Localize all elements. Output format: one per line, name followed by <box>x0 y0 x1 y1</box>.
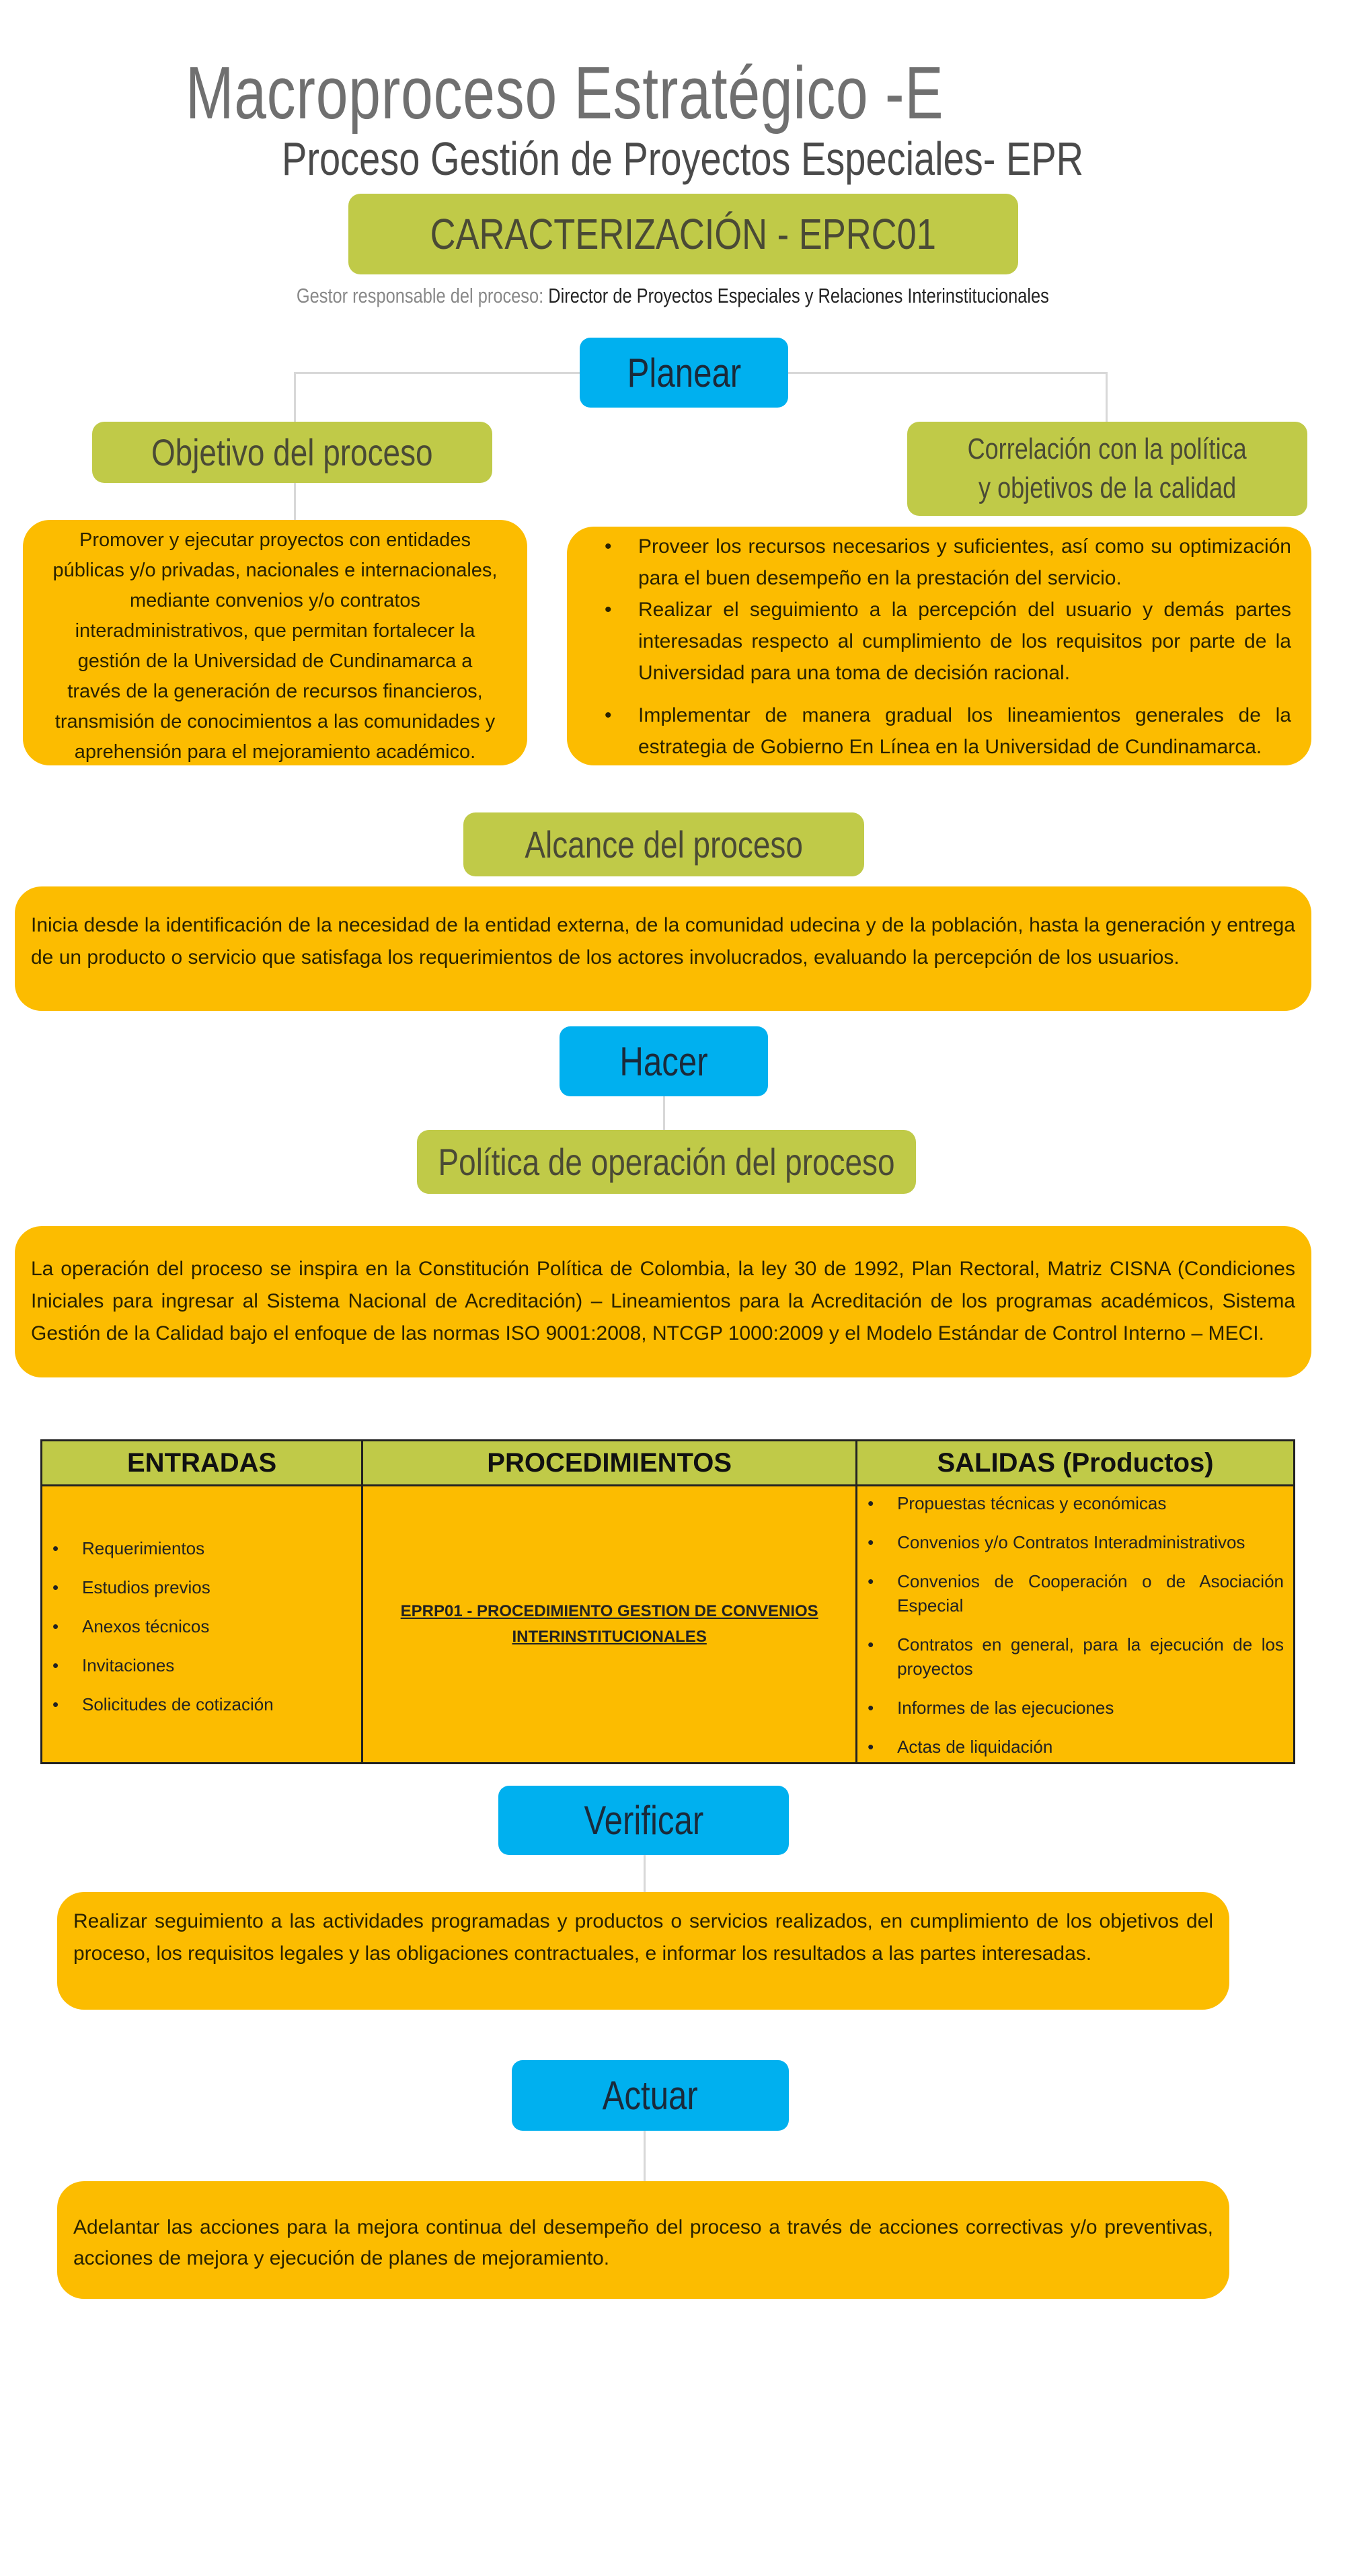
caracterizacion-banner: CARACTERIZACIÓN - EPRC01 <box>348 194 1018 274</box>
gestor-value: Director de Proyectos Especiales y Relaciones Interinstitucionales <box>547 284 1049 307</box>
connector-line <box>294 372 296 426</box>
objetivo-title: Objetivo del proceso <box>92 422 492 483</box>
list-item: • Proveer los recursos necesarios y suficientes, así como su optimización para el buen desempeño en la prestación del servicio. <box>587 531 1291 594</box>
correlacion-list <box>587 531 1291 763</box>
gestor-line <box>0 284 1345 308</box>
connector-line <box>1106 372 1108 426</box>
list-item: • Contratos en general, para la ejecución de los proyectos <box>858 1632 1284 1681</box>
connector-line <box>788 372 1106 374</box>
connector-line <box>644 1855 646 1892</box>
gestor-label: Gestor responsable del proceso: <box>296 284 548 307</box>
connector-line <box>294 372 580 374</box>
list-item: • Requerimientos <box>43 1536 360 1560</box>
correlacion-title: Correlación con la política y objetivos de la calidad <box>907 422 1307 516</box>
list-item: • Anexos técnicos <box>43 1614 360 1638</box>
list-item: • Estudios previos <box>43 1575 360 1599</box>
list-item: • Informes de las ejecuciones <box>858 1696 1284 1720</box>
table-header-entradas: ENTRADAS <box>42 1441 362 1486</box>
list-item: • Convenios y/o Contratos Interadministrativos <box>858 1530 1284 1554</box>
actuar-text: Adelantar las acciones para la mejora continua del desempeño del proceso a través de acciones correctivas y/o preventivas, acciones de mejora y ejecución de planes de mejoramiento. <box>73 2216 1213 2269</box>
verificar-phase: Verificar <box>498 1786 789 1855</box>
list-item: • Invitaciones <box>43 1653 360 1677</box>
list-item: • Convenios de Cooperación o de Asociación Especial <box>858 1569 1284 1618</box>
procedure-link[interactable]: EPRP01 - PROCEDIMIENTO GESTION DE CONVENIOS INTERINSTITUCIONALES <box>400 1602 818 1646</box>
actuar-box <box>57 2181 1229 2299</box>
hacer-phase: Hacer <box>560 1026 768 1096</box>
entradas-cell <box>42 1486 362 1764</box>
list-item: • Realizar el seguimiento a la percepción del usuario y demás partes interesadas respecto al cumplimiento de los requisitos por parte de la Universidad para una toma de decisión racional. <box>587 594 1291 689</box>
verificar-text: Realizar seguimiento a las actividades programadas y productos o servicios realizados, en cumplimiento de los objetivos del proceso, los requisitos legales y las obligaciones contractuales, e informar los resultados a las partes interesadas. <box>73 1910 1213 1965</box>
connector-line <box>644 2131 646 2181</box>
table-row <box>42 1486 1295 1764</box>
salidas-cell <box>857 1486 1295 1764</box>
list-item: • Propuestas técnicas y económicas <box>858 1491 1284 1515</box>
objetivo-text: Promover y ejecutar proyectos con entidades públicas y/o privadas, nacionales e internacionales, mediante convenios y/o contratos interadministrativos, que permitan fortalecer la gestión de la Universidad de Cundinamarca a través de la generación de recursos financieros, transmisión de conocimientos a las comunidades y aprehensión para el mejoramiento académico. <box>52 529 498 763</box>
list-item: • Implementar de manera gradual los lineamientos generales de la estrategia de Gobierno En Línea en la Universidad de Cundinamarca. <box>587 699 1291 763</box>
connector-line <box>663 1096 665 1130</box>
verificar-box <box>57 1892 1229 2010</box>
io-table <box>40 1439 1295 1764</box>
alcance-text: Inicia desde la identificación de la necesidad de la entidad externa, de la comunidad udecina y de la población, hasta la generación y entrega de un producto o servicio que satisfaga los requerimientos de los actores involucrados, evaluando la percepción de los usuarios. <box>31 914 1295 969</box>
politica-box <box>15 1226 1311 1377</box>
planear-phase: Planear <box>580 338 788 408</box>
connector-line <box>294 483 296 520</box>
alcance-title: Alcance del proceso <box>463 812 864 876</box>
table-header-salidas: SALIDAS (Productos) <box>857 1441 1295 1486</box>
list-item: • Solicitudes de cotización <box>43 1692 360 1716</box>
politica-title: Política de operación del proceso <box>417 1130 916 1194</box>
procedimientos-cell <box>362 1486 857 1764</box>
proceso-title: Proceso Gestión de Proyectos Especiales- EPR <box>281 132 1084 185</box>
table-header-procedimientos: PROCEDIMIENTOS <box>362 1441 857 1486</box>
actuar-phase: Actuar <box>512 2060 789 2131</box>
politica-text: La operación del proceso se inspira en la Constitución Política de Colombia, la ley 30 de 1992, Plan Rectoral, Matriz CISNA (Condiciones Iniciales para ingresar al Sistema Nacional de Acreditación) – Lineamientos para la Acreditación de los programas académicos, Sistema Gestión de la Calidad bajo el enfoque de las normas ISO 9001:2008, NTCGP 1000:2009 y el Modelo Estándar de Control Interno – MECI. <box>31 1258 1295 1344</box>
correlacion-box <box>567 527 1311 765</box>
alcance-box <box>15 886 1311 1011</box>
macroproceso-title: Macroproceso Estratégico -E <box>186 52 944 135</box>
list-item: • Actas de liquidación <box>858 1735 1284 1759</box>
objetivo-text-box <box>23 520 527 765</box>
